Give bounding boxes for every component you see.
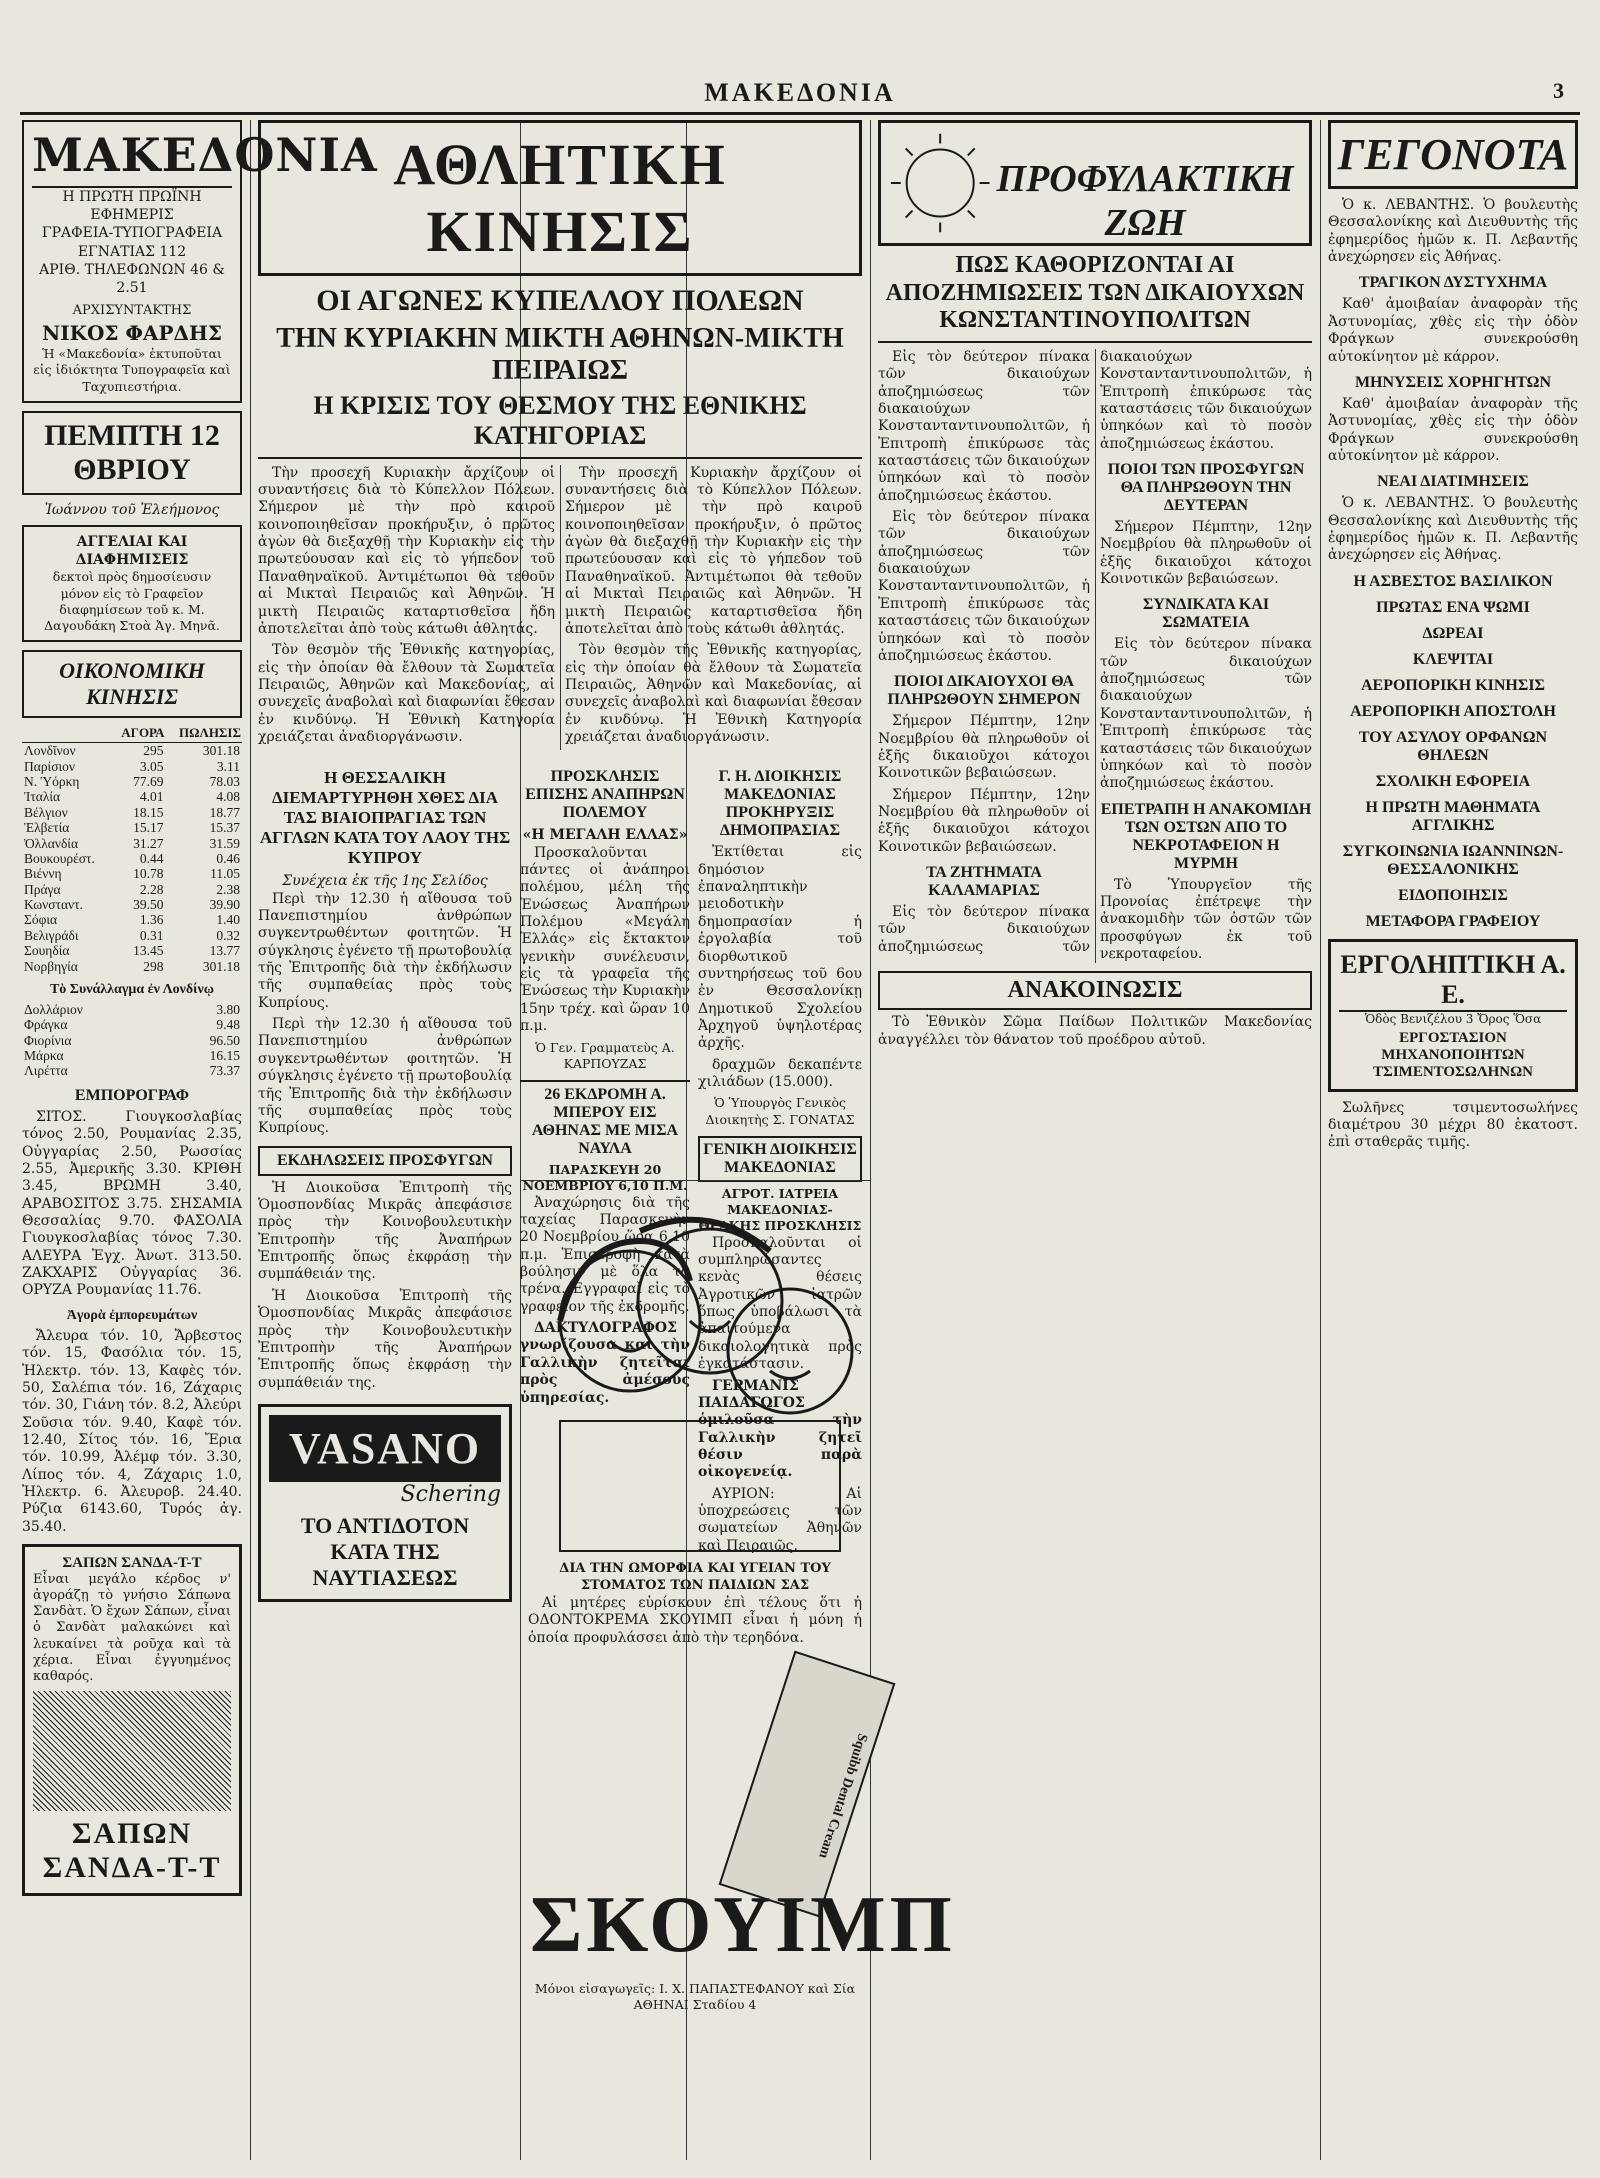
gold-rate: 96.50 bbox=[209, 1032, 240, 1048]
fx-currency: Βελιγράδι bbox=[24, 927, 79, 943]
gold-currency: Φράγκα bbox=[24, 1017, 68, 1033]
ergoliptiki-address: Ὁδὸς Βενιζέλου 3 Ὄρος Ὅσα bbox=[1364, 1011, 1542, 1026]
gold-title: Τὸ Συνάλλαγμα ἐν Λονδίνῳ bbox=[49, 981, 215, 997]
toothpaste-brand: ΣΚΟΥΙΜΠ bbox=[530, 1880, 956, 1969]
fx-buy: 39.50 bbox=[133, 897, 164, 913]
fx-sell: 15.37 bbox=[209, 820, 240, 836]
column-2-lower bbox=[258, 760, 512, 1610]
crisis-text: Τὸν θεσμὸν τῆς Ἐθνικῆς κατηγορίας, εἰς τὴν ὁποίαν θὰ ἔλθουν τὰ Σωματεῖα Πειραιῶς, Ἀθηνῶν καὶ Μακεδονίας, αἱ συνεχεῖς ἀναβολαὶ καὶ διαφωνίαι ἔθεσαν ἐν κινδύνῳ. Ἡ Ἐθνικὴ Κατηγορία χρειάζεται ἀναδιοργάνωσιν. bbox=[258, 642, 555, 746]
column-divider bbox=[870, 120, 871, 2160]
sports-headline-2: ΤΗΝ ΚΥΡΙΑΚΗΝ ΜΙΚΤΗ ΑΘΗΝΩΝ-ΜΙΚΤΗ ΠΕΙΡΑΙΩΣ bbox=[276, 322, 844, 386]
commerce-title: ΕΜΠΟΡΟΓΡΑΦ bbox=[74, 1086, 190, 1104]
offices: ΓΡΑΦΕΙΑ-ΤΥΠΟΓΡΑΦΕΙΑ ΕΓΝΑΤΙΑΣ 112 bbox=[41, 225, 223, 260]
column-divider bbox=[250, 120, 251, 2160]
gold-rate: 73.37 bbox=[209, 1063, 240, 1079]
war-invalid-sub: «Η ΜΕΓΑΛΗ ΕΛΛΑΣ» bbox=[522, 827, 688, 844]
fx-sell: 0.46 bbox=[216, 850, 240, 866]
auction-sign: Ὁ Ὑπουργὸς Γενικὸς Διοικητὴς Σ. ΓΟΝΑΤΑΣ bbox=[705, 1095, 855, 1127]
children-illustration bbox=[520, 1181, 870, 1561]
gold-row bbox=[22, 1048, 242, 1063]
vasano-ad bbox=[258, 1404, 512, 1602]
excursion-text: Ἀναχώρησις διὰ τῆς ταχείας Παρασκευὴν 20 Νοεμβρίου ὥρα 6.10 π.μ. Ἐπιστροφὴ κατὰ βούλησιν μὲ ὅλα τὰ τρένα. Ἐγγραφαὶ εἰς τὸ γραφεῖον τῆς ἐκδρομῆς. bbox=[520, 1194, 690, 1315]
fx-currency: Ἐλβετία bbox=[24, 820, 70, 836]
editor-title: ΑΡΧΙΣΥΝΤΑΚΤΗΣ bbox=[72, 303, 192, 319]
gold-table bbox=[22, 1002, 242, 1079]
war-text: Προσκαλοῦνται πάντες οἱ ἀνάπηροι πολέμου, μέλη τῆς Ἑνώσεως Ἀναπήρων Πολέμου «Μεγάλη Ἑλλάς» εἰς ἔκτακτον γενικὴν συνέλευσιν, εἰς τὰ γραφεῖα τῆς Ἑνώσεως τὴν Κυριακὴν 15ην τρέχ. καὶ ὥραν 10 π.μ. bbox=[520, 844, 690, 1035]
fx-row bbox=[22, 912, 242, 927]
markets-text: Ἄλευρα τόν. 10, Ἄρβεστος τόν. 15, Φασόλια τόν. 15, Ἠλεκτρ. τόν. 13, Καφὲς τόν. 50, Σαλέπια τόν. 16, Ζάχαρις τόν. 30, Γιάνη τόν. 8.2, Ἀλεύρι Σοῦσια τόν. 9.40, Καφὲ τόν. 12.40, Σίτος τόν. 16, Ἔρια τόν. 10.99, Ἀλέμφ τόν. 3.30, Λίπος τόν. 4, Ζάχαρις 1.0, Ἠλεκτρ. 6. Ἀλευροβ. 24.40. Ρύζια 6143.60, Τυρός ἀγ. 35.40. bbox=[22, 1327, 242, 1535]
gold-row bbox=[22, 1017, 242, 1032]
closing-text: Σωλῆνες τσιμεντοσωλήνες διαμέτρου 30 μέχρι 80 ἑκατοστ. ἐπὶ σταθερᾶς τιμῆς. bbox=[1328, 1099, 1578, 1151]
fx-buy: 298 bbox=[143, 958, 164, 974]
refugee-headline: ΕΚΔΗΛΩΣΕΙΣ ΠΡΟΣΦΥΓΩΝ bbox=[258, 1146, 512, 1176]
typist-ad: ΔΑΚΤΥΛΟΓΡΑΦΟΣ γνωρίζουσα καὶ τὴν Γαλλικὴν ζητεῖται πρὸς ἀμέσους ὑπηρεσίας. bbox=[520, 1320, 690, 1406]
fx-sell: 39.90 bbox=[209, 897, 240, 913]
masthead-box bbox=[22, 120, 378, 403]
airmail-headline: ΑΕΡΟΠΟΡΙΚΗ ΑΠΟΣΤΟΛΗ bbox=[1350, 702, 1556, 720]
ergoliptiki-title: ΕΡΓΟΛΗΠΤΙΚΗ Α. Ε. bbox=[1339, 950, 1567, 1012]
payment-text: Σήμερον Πέμπτην, 12ην Νοεμβρίου θὰ πληρωθοῦν οἱ ἑξῆς δικαιοῦχοι κάτοχοι Κοινοτικῶν βεβαιώσεων. bbox=[878, 713, 1090, 782]
soap-ad-brand: ΣΑΠΩΝ ΣΑΝΔΑ-Τ-Τ bbox=[42, 1816, 222, 1884]
fx-sell: 13.77 bbox=[209, 943, 240, 959]
fx-currency: Ἰταλία bbox=[24, 789, 61, 805]
ergoliptiki-sub: ΕΡΓΟΣΤΑΣΙΟΝ ΜΗΧΑΝΟΠΟΙΗΤΩΝ ΤΣΙΜΕΝΤΟΣΩΛΗΝΩΝ bbox=[1373, 1029, 1533, 1080]
soap-ad bbox=[22, 1544, 242, 1896]
gold-row bbox=[22, 1002, 242, 1017]
fx-sell: 31.59 bbox=[209, 835, 240, 851]
fx-currency: Σουηδία bbox=[24, 943, 70, 959]
appointments-text: Ὁ κ. ΛΕΒΑΝΤΗΣ. Ὁ βουλευτὴς Θεσσαλονίκης καὶ Διευθυντὴς τῆς ἐφημερίδος ἡμῶν κ. Π. Λεβαντῆς ἀνεχώρησεν εἰς Ἀθήνας. bbox=[1328, 495, 1578, 564]
ads-note: δεκτοὶ πρὸς δημοσίευσιν μόνον εἰς τὸ Γραφεῖον διαφημίσεων τοῦ κ. Μ. Δαγουδάκη Στοὰ Ἀγ. Μηνᾶ. bbox=[44, 569, 220, 634]
printing-note: Ἡ «Μακεδονία» ἐκτυποῦται εἰς ἰδιόκτητα Τυπογραφεῖα καὶ Ταχυπιεστήρια. bbox=[33, 346, 231, 394]
ads-title: ΑΓΓΕΛΙΑΙ ΚΑΙ ΔΙΑΦΗΜΙΣΕΙΣ bbox=[75, 533, 189, 569]
accident-text: Καθ' ἀμοιβαίαν ἀναφορὰν τῆς Ἀστυνομίας, χθὲς εἰς τὴν ὁδὸν Φράγκων συνεκρούσθη αὐτοκίνητον μὲ κάρρον. bbox=[1328, 296, 1578, 365]
sports-article bbox=[258, 465, 862, 751]
toothpaste-illustration bbox=[520, 1181, 870, 1561]
gold-row bbox=[22, 1063, 242, 1078]
school-headline: ΣΧΟΛΙΚΗ ΕΦΟΡΕΙΑ bbox=[1375, 772, 1531, 790]
phones: ΑΡΙΘ. ΤΗΛΕΦΩΝΩΝ 46 & 2.51 bbox=[39, 261, 225, 296]
sports-banner: ΑΘΛΗΤΙΚΗ ΚΙΝΗΣΙΣ bbox=[258, 120, 862, 276]
accident-headline: ΤΡΑΓΙΚΟΝ ΔΥΣΤΥΧΗΜΑ bbox=[1358, 274, 1548, 292]
sports-text: Τὴν προσεχῆ Κυριακὴν ἄρχίζουν οἱ συναντήσεις διὰ τὸ Κύπελλον Πόλεων. Σήμερον μὲ τὴν πρὸ καιροῦ κοινοποιηθεῖσαν προκήρυξιν, ὁ πρῶτος ἀγὼν θὰ διεξαχθῇ τὴν Κυριακὴν εἰς τὴν πρωτεύουσαν καὶ εἰς τὸ γήπεδον τοῦ Παναθηναϊκοῦ. Ἀντιμέτωποι θὰ τεθοῦν αἱ Μικταὶ Πειραιῶς καὶ Ἀθηνῶν. Ἡ μικτὴ Πειραιῶς καταρτισθεῖσα ἤδη ἀποτελεῖται ἀπὸ τοὺς κάτωθι ἀθλητάς. bbox=[258, 464, 555, 637]
crisis-text-more: Τὸν θεσμὸν τῆς Ἐθνικῆς κατηγορίας, εἰς τὴν ὁποίαν θὰ ἔλθουν τὰ Σωματεῖα Πειραιῶς, Ἀθηνῶν καὶ Μακεδονίας, αἱ συνεχεῖς ἀναβολαὶ καὶ διαφωνίαι ἔθεσαν ἐν κινδύνῳ. Ἡ Ἐθνικὴ Κατηγορία χρειάζεται ἀναδιοργάνωσιν. bbox=[565, 642, 862, 746]
gold-rate: 16.15 bbox=[209, 1048, 240, 1064]
fx-currency: Βέλγιον bbox=[24, 804, 68, 820]
cyprus-caption: Συνέχεια ἐκ τῆς 1ης Σελίδος bbox=[282, 873, 488, 890]
gold-currency: Μάρκα bbox=[24, 1048, 64, 1064]
fx-currency: Νορβηγία bbox=[24, 958, 78, 974]
vasano-maker: Schering bbox=[400, 1481, 501, 1507]
refugees-pay-text: Σήμερον Πέμπτην, 12ην Νοεμβρίου θὰ πληρωθοῦν οἱ ἑξῆς δικαιοῦχοι κάτοχοι Κοινοτικῶν βεβαιώσεων. bbox=[1100, 518, 1312, 588]
war-signed: Ὁ Γεν. Γραμματεὺς Α. ΚΑΡΠΟΥΖΑΣ bbox=[535, 1039, 675, 1071]
header-rule bbox=[20, 112, 1580, 115]
auction-amount: δραχμῶν δεκαπέντε χιλιάδων (15.000). bbox=[698, 1056, 862, 1091]
fx-buy: 31.27 bbox=[133, 835, 164, 851]
fx-currency: Πράγα bbox=[24, 881, 61, 897]
gold-rate: 3.80 bbox=[216, 1001, 240, 1017]
soap-ad-title: ΣΑΠΩΝ ΣΑΝΔΑ-Τ-Τ bbox=[62, 1555, 202, 1572]
auction-text: Ἐκτίθεται εἰς δημόσιον ἐπαναληπτικὴν μειοδοτικὴν δημοπρασίαν ἡ ἐργολαβία τοῦ διορθωτικοῦ συντηρήσεως τοῦ 6ου ἐν Θεσσαλονίκῃ Δημοτικοῦ Σχολείου Ἀρχηγοῦ ὑψηλοτέρας ἀρχῆς. bbox=[698, 844, 862, 1052]
compensation-text-more: Εἰς τὸν δεύτερον πίνακα τῶν δικαιούχων ἀποζημιώσεως τῶν διακαιούχων Κονστανταντινουπολιτῶν, ἡ Ἐπιτροπὴ ἐπικύρωσε τὰς καταστάσεις τῶν δικαιούχων ὑπηκόων καὶ τὸ ποσὸν ἀποζημιώσεως ἑκάστου. bbox=[878, 509, 1090, 664]
toothpaste-tube: Squibb Dental Cream bbox=[719, 1651, 896, 1918]
editor-name: ΝΙΚΟΣ ΦΑΡΔΗΣ bbox=[41, 321, 223, 346]
excursion-headline: 26 ΕΚΔΡΟΜΗ Α. ΜΠΕΡΟΥ ΕΙΣ ΑΘΗΝΑΣ ΜΕ ΜΙΣΑ ΝΑΥΛΑ bbox=[520, 1080, 690, 1158]
fx-buy: 13.45 bbox=[133, 943, 164, 959]
fx-row bbox=[22, 943, 242, 958]
asylum-headline: ΤΟΥ ΑΣΥΛΟΥ ΟΡΦΑΝΩΝ ΘΗΛΕΩΝ bbox=[1358, 728, 1548, 764]
fx-row bbox=[22, 759, 242, 774]
fx-currency: Παρίσιον bbox=[24, 758, 75, 774]
fx-row bbox=[22, 959, 242, 974]
refugee-text: Ἡ Διοικοῦσα Ἐπιτροπὴ τῆς Ὁμοσπονδίας Μικρᾶς ἀπεφάσισε πρὸς τὴν Κοινοβουλευτικὴν Ἐπιτροπὴν τῆς Ἀναπήρων Ἐπιτροπῆς ὅπως ἐκφράσῃ τὴν συμπάθειάν της. bbox=[258, 1179, 512, 1283]
compensation-headline: ΠΩΣ ΚΑΘΟΡΙΖΟΝΤΑΙ ΑΙ ΑΠΟΖΗΜΙΩΣΕΙΣ ΤΩΝ ΔΙΚΑΙΟΥΧΩΝ ΚΩΝΣΤΑΝΤΙΝΟΥΠΟΛΙΤΩΝ bbox=[878, 252, 1312, 343]
fx-buy: 77.69 bbox=[133, 774, 164, 790]
kalamaria-headline: ΤΑ ΖΗΤΗΜΑΤΑ ΚΑΛΑΜΑΡΙΑΣ bbox=[926, 864, 1042, 900]
compensation-text: Εἰς τὸν δεύτερον πίνακα τῶν δικαιούχων ἀποζημιώσεως τῶν διακαιούχων Κονστανταντινουπολιτῶν, ἡ Ἐπιτροπὴ ἐπικύρωσε τὰς καταστάσεις τῶν δικαιούχων ὑπηκόων καὶ τὸ ποσὸν ἀποζημιώσεως ἑκάστου. bbox=[878, 348, 1090, 504]
sports-text-more: Τὴν προσεχῆ Κυριακὴν ἄρχίζουν οἱ συναντήσεις διὰ τὸ Κύπελλον Πόλεων. Σήμερον μὲ τὴν πρὸ καιροῦ κοινοποιηθεῖσαν προκήρυξιν, ὁ πρῶτος ἀγὼν θὰ διεξαχθῇ τὴν Κυριακὴν εἰς τὴν πρωτεύουσαν καὶ εἰς τὸ γήπεδον τοῦ Παναθηναϊκοῦ. Ἀντιμέτωποι θὰ τεθοῦν αἱ Μικταὶ Πειραιῶς καὶ Ἀθηνῶν. Ἡ μικτὴ Πειραιῶς καταρτισθεῖσα ἤδη ἀποτελεῖται ἀπὸ τοὺς κάτωθι ἀθλητάς. bbox=[565, 464, 862, 637]
markets-title: Ἀγορὰ ἐμπορευμάτων bbox=[66, 1307, 198, 1323]
fx-currency: Βιέννη bbox=[24, 866, 62, 882]
fx-sell: 11.05 bbox=[210, 866, 240, 882]
fx-buy: 18.15 bbox=[133, 804, 164, 820]
gold-currency: Δολλάριον bbox=[24, 1001, 83, 1017]
fx-sell: 18.77 bbox=[209, 804, 240, 820]
cyprus-text-more: Περὶ τὴν 12.30 ἡ αἴθουσα τοῦ Πανεπιστημίου ἀνθρώπων συγκεντρωθέντων φοιτητῶν. Ἡ σύγκλησις ἐγένετο τῇ πρωτοβουλίᾳ τῆς Ἐπιτροπῆς διὰ τὴν ἐκδήλωσιν τῆς συμπαθείας πρὸς τοὺς Κυπρίους. bbox=[258, 1016, 512, 1137]
auction-headline: Γ. Η. ΔΙΟΙΚΗΣΙΣ ΜΑΚΕΔΟΝΙΑΣ ΠΡΟΚΗΡΥΞΙΣ ΔΗΜΟΠΡΑΣΙΑΣ bbox=[718, 768, 842, 840]
prophylactic-banner bbox=[878, 120, 1312, 246]
fx-buy: 15.17 bbox=[133, 820, 164, 836]
fx-row bbox=[22, 805, 242, 820]
fx-sell: 0.32 bbox=[216, 927, 240, 943]
fx-sell: 301.18 bbox=[202, 743, 240, 759]
fx-buy: 4.01 bbox=[139, 789, 164, 805]
fx-buy: 0.31 bbox=[139, 927, 164, 943]
fx-buy: 10.78 bbox=[133, 866, 164, 882]
appointments-headline: ΝΕΑΙ ΔΙΑΤΙΜΗΣΕΙΣ bbox=[1377, 473, 1529, 491]
unions-headline: ΣΥΝΔΙΚΑΤΑ ΚΑΙ ΣΩΜΑΤΕΙΑ bbox=[1142, 596, 1270, 632]
prizes-headline: ΠΡΩΤΑΣ ΕΝΑ ΨΩΜΙ bbox=[1376, 598, 1530, 616]
announce-text: Τὸ Ἐθνικὸν Σῶμα Παίδων Πολιτικῶν Μακεδονίας ἀναγγέλλει τὸν θάνατον τοῦ προέδρου αὐτοῦ. bbox=[878, 1014, 1312, 1048]
prophylactic-title: ΠΡΟΦΥΛΑΚΤΙΚΗ ΖΩΗ bbox=[996, 158, 1294, 244]
refugee-text-more: Ἡ Διοικοῦσα Ἐπιτροπὴ τῆς Ὁμοσπονδίας Μικρᾶς ἀπεφάσισε πρὸς τὴν Κοινοβουλευτικὴν Ἐπιτροπὴν τῆς Ἀναπήρων Ἐπιτροπῆς ὅπως ἐκφράσῃ τὴν συμπάθειάν της. bbox=[258, 1287, 512, 1391]
fx-row bbox=[22, 928, 242, 943]
admin-sub: ΑΓΡΟΤ. ΙΑΤΡΕΙΑ ΜΑΚΕΔΟΝΙΑΣ-ΘΡΑΚΗΣ ΠΡΟΣΚΛΗΣΙΣ bbox=[698, 1185, 862, 1234]
fx-currency: Ὀλλανδία bbox=[24, 835, 79, 851]
aviation-headline: ΑΕΡΟΠΟΡΙΚΗ ΚΙΝΗΣΙΣ bbox=[1360, 676, 1546, 694]
fx-row bbox=[22, 789, 242, 804]
invitations-headline: ΕΙΔΟΠΟΙΗΣΙΣ bbox=[1398, 886, 1508, 904]
fx-sell: 301.18 bbox=[202, 958, 240, 974]
fx-sell: 1.40 bbox=[216, 912, 240, 928]
ergoliptiki-ad bbox=[1328, 939, 1578, 1092]
toothpaste-ad bbox=[520, 1180, 956, 2161]
fx-buy: 1.36 bbox=[139, 912, 164, 928]
toothpaste-text: Αἱ μητέρες εὑρίσκουν ἐπὶ τέλους ὅτι ἡ ΟΔΟΝΤΟΚΡΕΜΑ ΣΚΟΥΙΜΠ εἶναι ἡ μόνη ἡ ὁποία προφυλάσσει ἀπὸ τὴν τερηδόνα. bbox=[528, 1594, 862, 1646]
gegonota-text-1: Ὁ κ. ΛΕΒΑΝΤΗΣ. Ὁ βουλευτὴς Θεσσαλονίκης καὶ Διευθυντὴς τῆς ἐφημερίδος ἡμῶν κ. Π. Λεβαντῆς ἀνεχώρησεν εἰς Ἀθήνας. bbox=[1328, 197, 1578, 266]
fx-currency: Σόφια bbox=[24, 912, 58, 928]
fx-buy: 295 bbox=[143, 743, 164, 759]
paper-name: ΜΑΚΕΔΟΝΙΑ bbox=[704, 78, 896, 107]
econ-title: ΟΙΚΟΝΟΜΙΚΗ ΚΙΝΗΣΙΣ bbox=[22, 650, 242, 718]
page-header bbox=[0, 0, 1600, 112]
admin-text: Προσκαλοῦνται οἱ συμπληρώσαντες κενὰς θέσεις Ἀγροτικῶν ἰατρῶν ὅπως ὑποβάλωσι τὰ ἀπαιτούμενα δικαιολογητικὰ πρὸς ἐγκατάστασιν. bbox=[698, 1234, 862, 1373]
fx-row bbox=[22, 836, 242, 851]
issue-date: ΠΕΜΠΤΗ 12 ΘΒΡΙΟΥ bbox=[22, 411, 242, 495]
return-text: Τὸ Ὑπουργεῖον τῆς Προνοίας ἐπέτρεψε τὴν ἀνακομιδὴν τῶν ὀστῶν τῶν προσφύγων ἐκ τοῦ νεκροταφείου. bbox=[1100, 876, 1312, 963]
fx-sell: 78.03 bbox=[209, 774, 240, 790]
masthead: ΜΑΚΕΔΟΝΙΑ bbox=[32, 128, 232, 188]
fx-currency: Ν. Ὑόρκη bbox=[24, 774, 80, 790]
soap-ad-text: Εἶναι μεγάλο κέρδος ν' ἀγοράζῃ τὸ γνήσιο Σάπωνα Σανδὰτ. Ὁ ἔχων Σάπων, εἶναι ὁ Σανδὰτ μαλακώνει καὶ λευκαίνει τὰ ροῦχα καὶ τὰ χέρια. Εἶναι ἐγγυημένος καθαρός. bbox=[33, 1572, 231, 1684]
column-6 bbox=[1328, 120, 1578, 2160]
vasano-brand: VASANO bbox=[269, 1415, 501, 1482]
column-divider bbox=[1320, 120, 1321, 2160]
transfer-headline: ΜΕΤΑΦΟΡΑ ΓΡΑΦΕΙΟΥ bbox=[1365, 912, 1541, 930]
gold-rate: 9.48 bbox=[216, 1017, 240, 1033]
admin-headline: ΓΕΝΙΚΗ ΔΙΟΙΚΗΣΙΣ ΜΑΚΕΔΟΝΙΑΣ bbox=[698, 1136, 862, 1182]
sports-headline-1: ΟΙ ΑΓΩΝΕΣ ΚΥΠΕΛΛΟΥ ΠΟΛΕΩΝ bbox=[316, 284, 804, 317]
sports-meeting: ΑΥΡΙΟΝ: Αἱ ὑποχρεώσεις τῶν σωματείων Ἀθηνῶν καὶ Πειραιῶς. bbox=[698, 1485, 862, 1554]
nanny-ad: ΓΕΡΜΑΝΙΣ ΠΑΙΔΑΓΩΓΟΣ ὁμιλοῦσα τὴν Γαλλικὴν ζητεῖ θέσιν παρὰ οἰκογενείᾳ. bbox=[698, 1377, 862, 1481]
fx-row bbox=[22, 743, 242, 759]
fx-sell: 2.38 bbox=[216, 881, 240, 897]
fx-currency: Λονδῖνον bbox=[24, 743, 76, 759]
cyprus-text: Περὶ τὴν 12.30 ἡ αἴθουσα τοῦ Πανεπιστημίου ἀνθρώπων συγκεντρωθέντων φοιτητῶν. Ἡ σύγκλησις ἐγένετο τῇ πρωτοβουλίᾳ τῆς Ἐπιτροπῆς διὰ τὴν ἐκδήλωσιν τῆς συμπαθείας πρὸς τοὺς Κυπρίους. bbox=[258, 890, 512, 1011]
klepsimo-headline: ΚΛΕΨΙΤΑΙ bbox=[1412, 650, 1494, 668]
unions-text: Εἰς τὸν δεύτερον πίνακα τῶν δικαιούχων ἀποζημιώσεως τῶν διακαιούχων Κονστανταντινουπολιτῶν, ἡ Ἐπιτροπὴ ἐπικύρωσε τὰς καταστάσεις τῶν δικαιούχων ὑπηκόων καὶ τὸ ποσὸν ἀποζημιώσεως ἑκάστου. bbox=[1100, 636, 1312, 792]
mnemosyna-text: Καθ' ἀμοιβαίαν ἀναφορὰν τῆς Ἀστυνομίας, χθὲς εἰς τὴν ὁδὸν Φράγκων συνεκρούσθη αὐτοκίνητον μὲ κάρρον. bbox=[1328, 395, 1578, 464]
announce-title: ΑΝΑΚΟΙΝΩΣΙΣ bbox=[878, 971, 1312, 1010]
toothpaste-dealer: Μόνοι εἰσαγωγεῖς: Ι. Χ. ΠΑΠΑΣΤΕΦΑΝΟΥ καὶ Σία ΑΘΗΝΑΙ Σταδίου 4 bbox=[534, 1980, 856, 2013]
column-5 bbox=[878, 120, 1312, 2160]
war-invalid-headline: ΠΡΟΣΚΛΗΣΙΣ ΕΠΙΣΗΣ ΑΝΑΠΗΡΩΝ ΠΟΛΕΜΟΥ bbox=[525, 768, 685, 822]
soap-box-illustration bbox=[33, 1691, 231, 1811]
saint-of-day: Ἰωάννου τοῦ Ἐλεήμονος bbox=[44, 501, 220, 518]
lessons-headline: Η ΠΡΩΤΗ ΜΑΘΗΜΑΤΑ ΑΓΓΛΙΚΗΣ bbox=[1365, 798, 1541, 834]
column-1 bbox=[22, 120, 378, 2160]
gold-row bbox=[22, 1033, 242, 1048]
basilikon-headline: Η ΑΣΒΕΣΤΟΣ ΒΑΣΙΛΙΚΟΝ bbox=[1353, 572, 1553, 590]
fx-row bbox=[22, 851, 242, 866]
gold-currency: Φιορίνια bbox=[24, 1032, 72, 1048]
fx-row bbox=[22, 897, 242, 912]
payment-text-more: Σήμερον Πέμπτην, 12ην Νοεμβρίου θὰ πληρωθοῦν οἱ ἑξῆς δικαιοῦχοι κάτοχοι Κοινοτικῶν βεβαιώσεων. bbox=[878, 786, 1090, 855]
excursion-date: ΠΑΡΑΣΚΕΥΗ 20 ΝΟΕΜΒΡΙΟΥ 6,10 Π.Μ. bbox=[522, 1162, 688, 1194]
fx-sell: 4.08 bbox=[216, 789, 240, 805]
ads-box bbox=[22, 525, 242, 642]
fx-row bbox=[22, 774, 242, 789]
fx-buy: 0.44 bbox=[139, 850, 164, 866]
fx-sell: 3.11 bbox=[216, 758, 240, 774]
toothpaste-caption: ΔΙΑ ΤΗΝ ΩΜΟΡΦΙΑ ΚΑΙ ΥΓΕΙΑΝ ΤΟΥ ΣΤΟΜΑΤΟΣ ΤΩΝ ΠΑΙΔΙΩΝ ΣΑΣ bbox=[559, 1561, 831, 1593]
gold-currency: Λιρέττα bbox=[24, 1063, 68, 1079]
fx-buy: 2.28 bbox=[139, 881, 164, 897]
compensation-article bbox=[878, 349, 1312, 964]
tagline: Η ΠΡΩΤΗ ΠΡΩΪΝΗ ΕΦΗΜΕΡΙΣ bbox=[62, 189, 202, 224]
fx-row bbox=[22, 882, 242, 897]
transport-headline: ΣΥΓΚΟΙΝΩΝΙΑ ΙΩΑΝΝΙΝΩΝ-ΘΕΣΣΑΛΟΝΙΚΗΣ bbox=[1342, 842, 1564, 878]
return-headline: ΕΠΕΤΡΑΠΗ Η ΑΝΑΚΟΜΙΔΗ ΤΩΝ ΟΣΤΩΝ ΑΠΟ ΤΟ ΝΕΚΡΟΤΑΦΕΙΟΝ Η ΜΥΡΜΗ bbox=[1100, 800, 1312, 872]
cyprus-headline: Η ΘΕΣΣΑΛΙΚΗ ΔΙΕΜΑΡΤΥΡΗΘΗ ΧΘΕΣ ΔΙΑ ΤΑΣ ΒΙΑΙΟΠΡΑΓΙΑΣ ΤΩΝ ΑΓΓΛΩΝ ΚΑΤΑ ΤΟΥ ΛΑΟΥ ΤΗΣ ΚΥΠΡΟΥ bbox=[259, 768, 511, 868]
mnemosyna-headline: ΜΗΝΥΣΕΙΣ ΧΟΡΗΓΗΤΩΝ bbox=[1354, 373, 1552, 391]
fx-row bbox=[22, 820, 242, 835]
toothpaste-tube-area bbox=[520, 1651, 956, 1981]
kalamaria-text: Εἰς τὸν δεύτερον πίνακα τῶν δικαιούχων ἀποζημιώσεως τῶν διακαιούχων Κονστανταντινουπολιτῶν, ἡ Ἐπιτροπὴ ἐπικύρωσε τὰς καταστάσεις τῶν δικαιούχων ὑπηκόων καὶ τὸ ποσὸν ἀποζημιώσεως ἑκάστου. bbox=[878, 348, 1312, 955]
sports-headline-3: Η ΚΡΙΣΙΣ ΤΟΥ ΘΕΣΜΟΥ ΤΗΣ ΕΘΝΙΚΗΣ ΚΑΤΗΓΟΡΙΑΣ bbox=[258, 391, 862, 459]
fx-currency: Βουκουρέστ. bbox=[24, 850, 95, 866]
gegonota-title: ΓΕΓΟΝΟΤΑ bbox=[1328, 120, 1578, 189]
vasano-sub: ΤΟ ΑΝΤΙΔΟΤΟΝ ΚΑΤΑ ΤΗΣ ΝΑΥΤΙΑΣΕΩΣ bbox=[300, 1512, 470, 1590]
commerce-text: ΣΙΤΟΣ. Γιουγκοσλαβίας τόνος 2.50, Ρουμανίας 2.35, Οὐγγαρίας 2.50, Ρωσσίας 2.55, Ἀμερικῆς 3.30. ΚΡΙΘΗ 3.45, ΒΡΩΜΗ 3.40, ΑΡΑΒΟΣΙΤΟΣ 3.75. ΣΗΣΑΜΙΑ Θεσσαλίας 9.70. ΦΑΣΟΛΙΑ Γιουγκοσλαβίας τόνος 7.30. ΑΛΕΥΡΑ Ἐγχ. Ἀνωτ. 313.50. ΖΑΚΧΑΡΙΣ Οὐγγαρίας 36. ΟΡΥΖΑ Ρουμανίας 11.76. bbox=[22, 1108, 242, 1299]
fx-header: ΠΩΛΗΣΙΣ bbox=[165, 724, 242, 743]
fx-row bbox=[22, 866, 242, 881]
page-number: 3 bbox=[1553, 78, 1564, 103]
exchange-table bbox=[22, 724, 242, 974]
payment-headline: ΠΟΙΟΙ ΔΙΚΑΙΟΥΧΟΙ ΘΑ ΠΛΗΡΩΘΟΥΝ ΣΗΜΕΡΟΝ bbox=[887, 673, 1081, 709]
fx-currency: Κωνσταντ. bbox=[24, 897, 83, 913]
fx-header bbox=[22, 724, 111, 743]
refugees-pay-headline: ΠΟΙΟΙ ΤΩΝ ΠΡΟΣΦΥΓΩΝ ΘΑ ΠΛΗΡΩΘΟΥΝ ΤΗΝ ΔΕΥΤΕΡΑΝ bbox=[1107, 460, 1305, 514]
donations-headline: ΔΩΡΕΑΙ bbox=[1422, 624, 1484, 642]
fx-header: ΑΓΟΡΑ bbox=[111, 724, 165, 743]
fx-buy: 3.05 bbox=[139, 758, 164, 774]
